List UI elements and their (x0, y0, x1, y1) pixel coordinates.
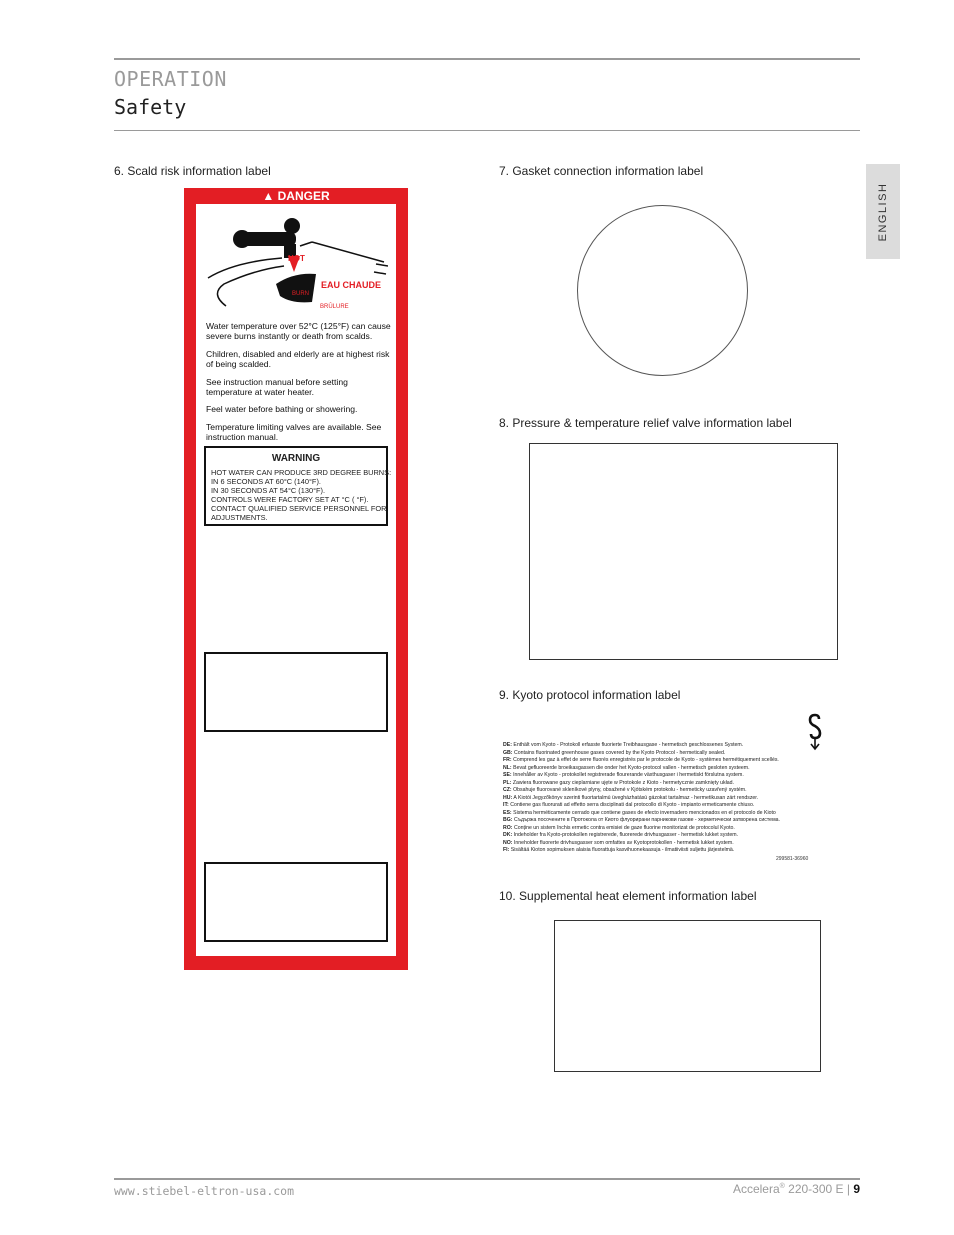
gasket-connection-label (577, 205, 748, 376)
kyoto-line: PL: Zawiera fluorowane gazy cieplarniane ujęte w Protokole z Kioto - hermetycznie zamknięty układ. (503, 779, 734, 786)
blank-label-box-2 (204, 862, 388, 942)
supplemental-heat-label (554, 920, 821, 1072)
footer-brand: Accelera (732, 1182, 780, 1196)
warning-line: IN 6 SECONDS AT 60°C (140°F). (211, 477, 321, 486)
caption-supplemental-heat-label: 10. Supplemental heat element information label (499, 889, 757, 903)
scald-illustration (204, 214, 388, 314)
kyoto-line: GB: Contains fluorinated greenhouse gases covered by the Kyoto Protocol - hermetically sealed. (503, 749, 726, 756)
kyoto-line: NO: Inneholder fluorerte drivhusgasser som omfattes av Kyotoprotokollen - hermetisk lukket system. (503, 839, 734, 846)
language-tab-label: ENGLISH (877, 182, 889, 241)
blank-label-box-1 (204, 652, 388, 732)
brulure-text: BRÛLURE (320, 304, 349, 310)
footer-reg-mark: ® (779, 1183, 785, 1190)
header-top-rule (114, 58, 860, 60)
danger-header-text: DANGER (277, 189, 330, 203)
burn-text: BURN (292, 291, 310, 297)
hot-text: HOT (288, 254, 305, 263)
caption-gasket-label: 7. Gasket connection information label (499, 164, 704, 178)
footer-rule (114, 1178, 860, 1180)
kyoto-line: DK: Indeholder fra Kyoto-protokollen registrerede, fluorerede drivhusgasser - hermetisk lukket system. (503, 832, 739, 838)
eau-chaude-text: EAU CHAUDE (321, 280, 382, 290)
footer-website: www.stiebel-eltron-usa.com (114, 1184, 295, 1198)
warning-line: ADJUSTMENTS. (211, 513, 268, 522)
faucet-icon (233, 218, 384, 262)
warning-triangle-icon: ▲ (262, 189, 275, 203)
danger-paragraph-2: Children, disabled and elderly are at highest risk of being scalded. (206, 349, 390, 369)
caption-relief-valve-label: 8. Pressure & temperature relief valve information label (499, 416, 792, 430)
subsection-title: Safety (114, 95, 187, 119)
kyoto-line: CZ: Obsahuje fluorované skleníkové plyny, obsažené v Kjótském protokolu - hermeticky uzavřený systém. (503, 787, 747, 793)
header-bottom-rule (114, 130, 860, 131)
warning-line: CONTACT QUALIFIED SERVICE PERSONNEL FOR (211, 504, 387, 513)
kyoto-line: SE: Innehåller av Kyoto - protokollet registrerade flourerande växthusgaser i hermetiskt förslutna system. (503, 772, 744, 778)
page-number: 9 (853, 1182, 860, 1196)
relief-valve-label (529, 443, 838, 660)
kyoto-line: ES: Sistema herméticamente cerrado que contiene gases de efecto invernadero mencionados en el protocolo de Kioto (503, 809, 776, 816)
warning-line: IN 30 SECONDS AT 54°C (130°F). (211, 486, 326, 495)
danger-paragraph-4: Feel water before bathing or showering. (206, 404, 358, 414)
danger-paragraph-3: See instruction manual before setting temperature at water heater. (206, 377, 348, 397)
warning-box (204, 446, 392, 526)
danger-label-body (196, 204, 396, 956)
kyoto-line: FR: Comprend les gaz à effet de serre fluorés enregistrés par le protocole de Kyoto - systèmes hermétiquement scellés. (503, 757, 779, 763)
kyoto-line: IT: Contiene gas fluorurati ad effetto serra disciplinati dal protocollo di Kyoto - impianto ermeticamente chiuso. (503, 802, 755, 808)
kyoto-line: NL: Bevat gefluoreerde broeikasgassen die onder het Kyoto-protocol vallen - hermetisch gesloten systeem. (503, 764, 750, 771)
danger-header (184, 188, 408, 204)
caption-kyoto-label: 9. Kyoto protocol information label (499, 688, 681, 702)
warning-title: WARNING (271, 453, 321, 464)
kyoto-line: RO: Conține un sistem închis ermetic contra emisiei de gaze fluorine monitorizat de protocolul Kyoto. (503, 824, 735, 831)
language-tab (866, 164, 900, 259)
kyoto-line: HU: A Kiotói Jegyzőkönyv szerinti fluortartalmú üvegházhatású gázokat tartalmaz - hermetikusan zárt rendszer. (503, 794, 759, 801)
warning-line: HOT WATER CAN PRODUCE 3RD DEGREE BURNS: (211, 468, 392, 477)
danger-paragraph-1: Water temperature over 52°C (125°F) can cause severe burns instantly or death from scalds. (206, 321, 391, 341)
kyoto-part-number: 299581-36960 (776, 856, 809, 862)
kyoto-line: DE: Enthält vom Kyoto - Protokoll erfasste fluorierte Treibhausgase - hermetisch geschlossenes System. (503, 742, 744, 748)
kyoto-line: FI: Sisältää Kioton sopimuksen alaisia fluorattuja kasvihuonekaasuja - ilmatiiviisti suljettu järjestelmä. (503, 847, 735, 853)
warning-line: CONTROLS WERE FACTORY SET AT °C ( °F). (211, 495, 369, 504)
section-title: OPERATION (114, 67, 227, 91)
footer-model (733, 1182, 860, 1196)
danger-paragraph-5: Temperature limiting valves are available. See instruction manual. (206, 422, 382, 442)
refrigerant-symbol-icon (806, 713, 824, 751)
caption-scald-label: 6. Scald risk information label (114, 164, 271, 178)
kyoto-line: BG: Съдържа посочените в Протокола от Киото флуорирани парникови газове - херметически затворена система. (503, 817, 780, 823)
footer-model-number: 220-300 E | (784, 1182, 854, 1196)
